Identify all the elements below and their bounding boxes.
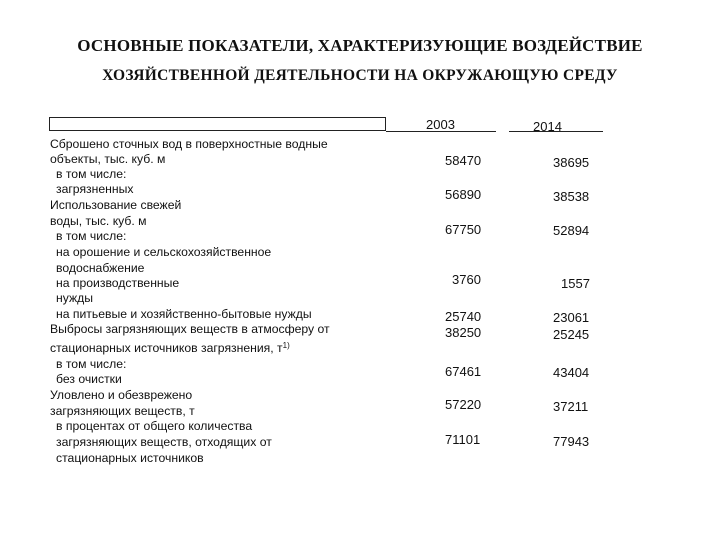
row-label: Сброшено сточных вод в поверхностные водные <box>50 137 328 151</box>
value-2003: 25740 <box>445 309 482 324</box>
value-2003: 67461 <box>445 364 482 379</box>
row-label: в том числе: <box>56 357 127 371</box>
row-label: на производственные <box>56 276 180 290</box>
row-label: загрязняющих веществ, отходящих от <box>56 435 272 449</box>
row-label: Использование свежей <box>50 198 182 212</box>
value-2014: 38695 <box>553 155 590 170</box>
row-label: объекты, тыс. куб. м <box>50 152 166 166</box>
page-title-line-1: ОСНОВНЫЕ ПОКАЗАТЕЛИ, ХАРАКТЕРИЗУЮЩИЕ ВОЗДЕЙСТВИЕ <box>77 36 643 55</box>
row-label: без очистки <box>56 372 122 386</box>
row-label: в том числе: <box>56 167 127 181</box>
footnote-mark: 1) <box>282 341 290 350</box>
row-label: водоснабжение <box>56 261 145 275</box>
row-label: стационарных источников загрязнения, т <box>50 341 283 355</box>
row-label: нужды <box>56 291 93 305</box>
year-header-2014: 2014 <box>533 119 562 134</box>
row-label-with-footnote <box>50 341 290 356</box>
value-2003: 38250 <box>445 325 482 340</box>
value-2003: 71101 <box>445 432 481 447</box>
value-2003: 56890 <box>445 187 482 202</box>
row-label: в процентах от общего количества <box>56 419 253 433</box>
value-2014: 38538 <box>553 189 590 204</box>
value-2014: 25245 <box>553 327 590 342</box>
value-2003: 67750 <box>445 222 482 237</box>
row-label: Уловлено и обезврежено <box>50 388 193 402</box>
row-label: воды, тыс. куб. м <box>50 214 147 228</box>
value-2014: 1557 <box>561 276 590 291</box>
value-2003: 58470 <box>445 153 482 168</box>
row-label: загрязняющих веществ, т <box>50 404 195 418</box>
row-label: стационарных источников <box>56 451 204 465</box>
value-2014: 77943 <box>553 434 590 449</box>
value-2003: 3760 <box>452 272 481 287</box>
row-label: на питьевые и хозяйственно-бытовые нужды <box>56 307 312 321</box>
value-2014: 37211 <box>553 399 589 414</box>
value-2014: 23061 <box>553 310 590 325</box>
value-2003: 57220 <box>445 397 482 412</box>
row-label: Выбросы загрязняющих веществ в атмосферу от <box>50 322 330 336</box>
year-header-2003: 2003 <box>426 117 455 132</box>
table-header-box <box>49 117 386 131</box>
row-label: на орошение и сельскохозяйственное <box>56 245 272 259</box>
value-2014: 43404 <box>553 365 590 380</box>
row-label: загрязненных <box>56 182 134 196</box>
value-2014: 52894 <box>553 223 590 238</box>
row-label: в том числе: <box>56 229 127 243</box>
page-title-line-2: ХОЗЯЙСТВЕННОЙ ДЕЯТЕЛЬНОСТИ НА ОКРУЖАЮЩУЮ СРЕДУ <box>102 67 618 84</box>
